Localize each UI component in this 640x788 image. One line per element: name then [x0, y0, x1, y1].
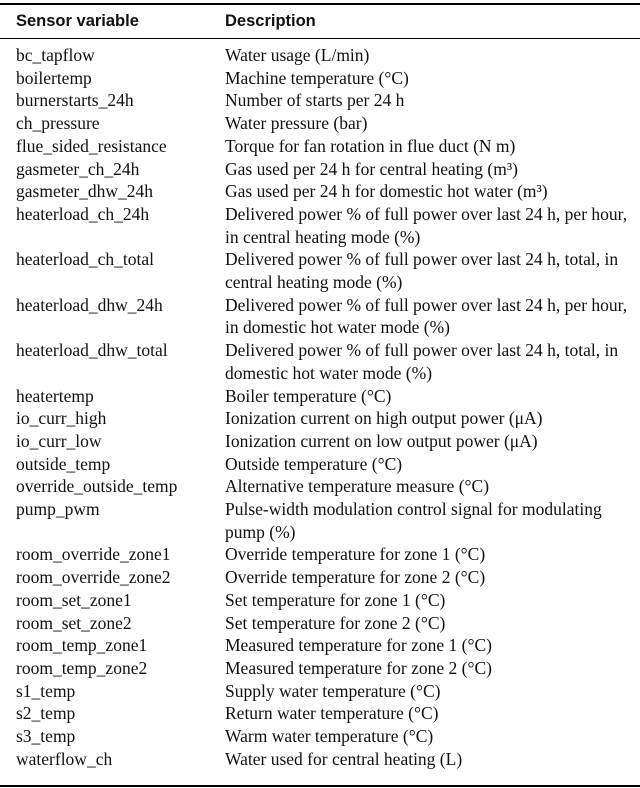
sensor-description: Delivered power % of full power over last 24 h, per hour, in domestic hot water mode (%) — [225, 294, 628, 338]
table-row — [0, 430, 640, 453]
sensor-description: Delivered power % of full power over last 24 h, total, in central heating mode (%) — [225, 249, 619, 293]
table-row — [0, 566, 640, 589]
table-row — [0, 453, 640, 476]
sensor-variable: room_set_zone2 — [16, 612, 132, 633]
table-row — [0, 67, 640, 90]
sensor-description: Ionization current on low output power (μA) — [225, 430, 538, 451]
sensor-variable: s3_temp — [16, 726, 76, 747]
sensor-description: Alternative temperature measure (°C) — [225, 476, 490, 497]
table-row — [0, 36, 640, 67]
header-row — [0, 6, 640, 36]
sensor-description: Water usage (L/min) — [225, 45, 370, 65]
sensor-description: Delivered power % of full power over last 24 h, total, in domestic hot water mode (%) — [225, 340, 619, 383]
table-row — [0, 89, 640, 112]
header-description: Description — [225, 11, 316, 30]
sensor-variable: io_curr_high — [16, 408, 107, 429]
sensor-variable: burnerstarts_24h — [16, 90, 134, 111]
sensor-description: Gas used per 24 h for central heating (m³) — [225, 158, 518, 179]
table-row — [0, 634, 640, 657]
table-row — [0, 475, 640, 498]
sensor-description: Water used for central heating (L) — [225, 748, 463, 769]
sensor-description: Outside temperature (°C) — [225, 453, 403, 474]
table-row — [0, 680, 640, 703]
sensor-variable: gasmeter_dhw_24h — [16, 181, 154, 202]
sensor-description: Return water temperature (°C) — [225, 703, 439, 724]
table-row — [0, 748, 640, 771]
table-row — [0, 725, 640, 748]
table-row — [0, 702, 640, 725]
sensor-variable: waterflow_ch — [16, 748, 113, 769]
table-row — [0, 203, 640, 248]
table-row — [0, 339, 640, 384]
sensor-variable: heaterload_dhw_24h — [16, 294, 163, 315]
table-row — [0, 543, 640, 566]
sensor-table — [0, 6, 640, 771]
sensor-variable: bc_tapflow — [16, 45, 95, 65]
sensor-variable: heaterload_dhw_total — [16, 340, 168, 361]
sensor-description: Override temperature for zone 2 (°C) — [225, 567, 486, 588]
header-sensor-variable: Sensor variable — [16, 11, 139, 30]
sensor-variable: ch_pressure — [16, 113, 100, 134]
sensor-variable: io_curr_low — [16, 430, 102, 451]
sensor-description: Measured temperature for zone 1 (°C) — [225, 635, 492, 656]
sensor-description: Torque for fan rotation in flue duct (N m) — [225, 135, 516, 156]
sensor-description: Warm water temperature (°C) — [225, 726, 434, 747]
sensor-variable: override_outside_temp — [16, 476, 178, 497]
sensor-variable: s2_temp — [16, 703, 76, 724]
sensor-description: Set temperature for zone 1 (°C) — [225, 589, 446, 610]
table-row — [0, 135, 640, 158]
sensor-description: Boiler temperature (°C) — [225, 385, 392, 406]
sensor-variable: gasmeter_ch_24h — [16, 158, 140, 179]
sensor-description: Override temperature for zone 1 (°C) — [225, 544, 486, 565]
sensor-description: Number of starts per 24 h — [225, 90, 405, 111]
sensor-variable: room_temp_zone2 — [16, 657, 148, 678]
sensor-description: Set temperature for zone 2 (°C) — [225, 612, 446, 633]
sensor-variable: outside_temp — [16, 453, 111, 474]
table-row — [0, 385, 640, 408]
table-row — [0, 248, 640, 293]
table-row — [0, 112, 640, 135]
sensor-variable: pump_pwm — [16, 499, 100, 520]
sensor-variable: boilertemp — [16, 67, 92, 88]
sensor-variable: room_temp_zone1 — [16, 635, 148, 656]
sensor-description: Ionization current on high output power (μA) — [225, 408, 543, 429]
sensor-variable: room_override_zone1 — [16, 544, 171, 565]
sensor-variable: s1_temp — [16, 680, 76, 701]
table-row — [0, 498, 640, 543]
sensor-description: Delivered power % of full power over last 24 h, per hour, in central heating mode (%) — [225, 203, 628, 247]
top-rule — [0, 3, 640, 5]
bottom-rule — [0, 785, 640, 787]
table-row — [0, 407, 640, 430]
table-row — [0, 180, 640, 203]
table-row — [0, 589, 640, 612]
sensor-variable: heatertemp — [16, 385, 94, 406]
sensor-variable: heaterload_ch_24h — [16, 203, 150, 224]
sensor-variable: room_override_zone2 — [16, 567, 171, 588]
sensor-description: Measured temperature for zone 2 (°C) — [225, 657, 492, 678]
sensor-description: Pulse-width modulation control signal for modulating pump (%) — [225, 499, 602, 542]
sensor-variable: room_set_zone1 — [16, 589, 132, 610]
table-row — [0, 657, 640, 680]
sensor-description: Supply water temperature (°C) — [225, 680, 441, 701]
table-row — [0, 158, 640, 181]
sensor-variable: heaterload_ch_total — [16, 249, 154, 270]
sensor-variable: flue_sided_resistance — [16, 135, 167, 156]
sensor-description: Gas used per 24 h for domestic hot water (m³) — [225, 181, 548, 202]
sensor-description: Water pressure (bar) — [225, 113, 368, 134]
table-row — [0, 612, 640, 635]
sensor-description: Machine temperature (°C) — [225, 67, 409, 88]
table-row — [0, 294, 640, 339]
